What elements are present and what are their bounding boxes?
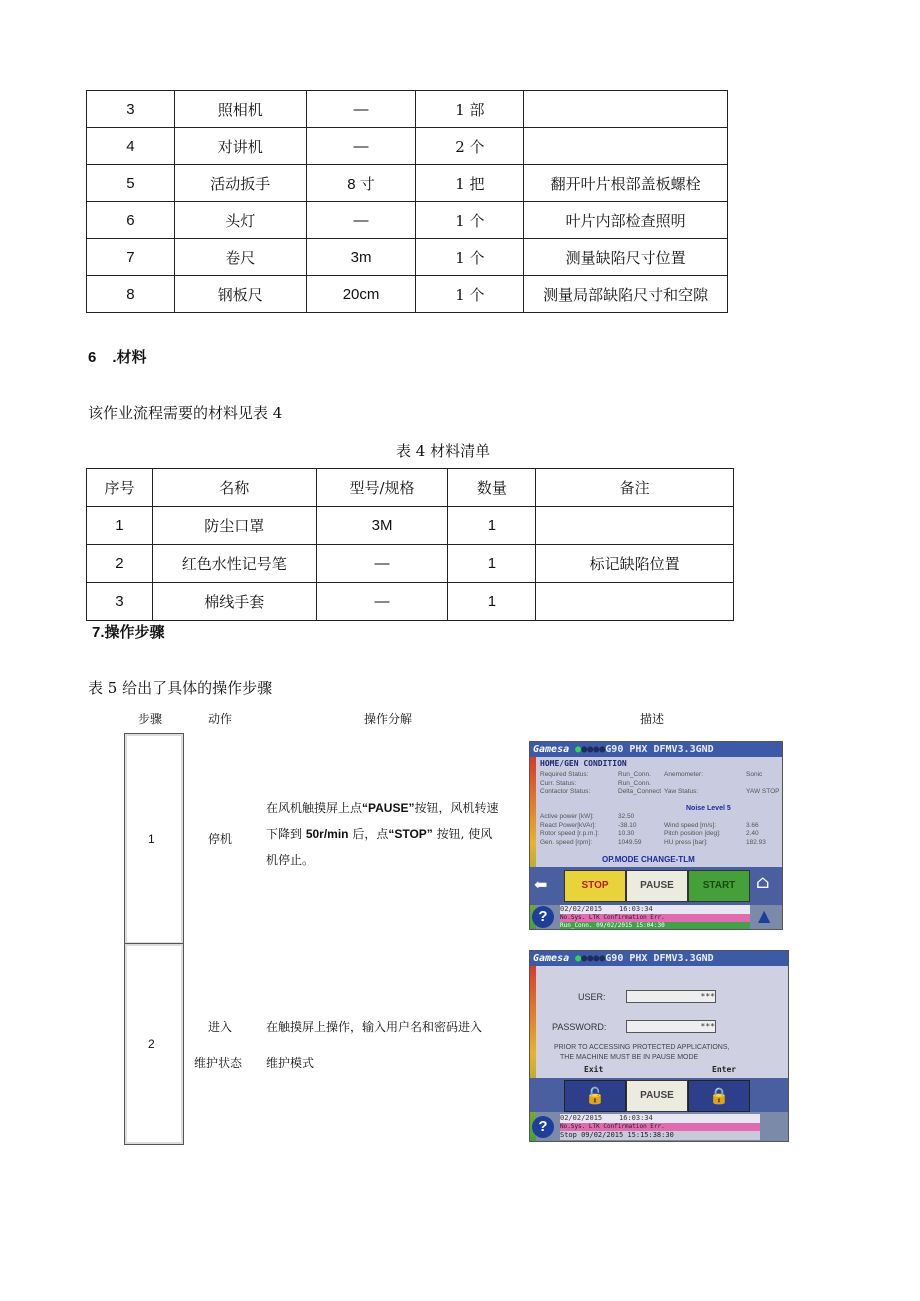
step-2-description-line2: 维护模式	[266, 1056, 315, 1070]
date: 02/02/2015	[560, 905, 603, 913]
table-row	[87, 545, 734, 583]
materials-table	[86, 468, 734, 621]
screen-field-value2: 3.66	[746, 821, 759, 829]
warning-line-1: PRIOR TO ACCESSING PROTECTED APPLICATIONS,	[554, 1044, 730, 1051]
enter-label: Enter	[712, 1065, 737, 1074]
section-number: 6	[88, 349, 97, 366]
pause-button[interactable]: PAUSE	[626, 870, 688, 902]
table4-caption: 表 4 材料清单	[396, 442, 491, 460]
screen-field-value2: 2.40	[746, 830, 759, 837]
warning-line-2: THE MACHINE MUST BE IN PAUSE MODE	[560, 1054, 699, 1061]
table-cell-note	[524, 128, 728, 165]
table-cell-spec: 3m	[306, 239, 416, 276]
section-7-heading: 7.操作步骤	[92, 624, 165, 641]
screen-field-value: -38.10	[618, 821, 637, 829]
table-cell-spec: 8 寸	[306, 165, 416, 202]
table-row	[87, 128, 728, 165]
date-row	[560, 905, 750, 914]
step-1-description	[266, 795, 502, 873]
table-cell-spec: —	[306, 128, 416, 165]
screen-data-row	[540, 839, 780, 848]
table-cell-no: 8	[87, 276, 175, 313]
table-cell-spec: —	[306, 91, 416, 128]
op-mode-change[interactable]: OP.MODE CHANGE-TLM	[602, 855, 695, 864]
login-body	[536, 966, 788, 1078]
table-cell-qty: 1 个	[416, 239, 524, 276]
date: 02/02/2015	[560, 1114, 603, 1122]
table-cell-spec: —	[316, 545, 448, 583]
password-input[interactable]: ***	[626, 1020, 716, 1033]
table-cell-note: 叶片内部检查照明	[524, 202, 728, 239]
step-2-description-line1: 在触摸屏上操作，输入用户名和密码进入	[266, 1020, 483, 1034]
pause-button[interactable]: PAUSE	[626, 1080, 688, 1112]
column-header: 序号	[87, 469, 153, 507]
screen-field-label: Active power [kW]:	[540, 813, 594, 820]
step-1-action: 停机	[208, 832, 233, 846]
brand-logo: Gamesa	[533, 744, 570, 755]
screen-field-value2: YAW STOP	[746, 788, 780, 795]
table-cell-spec: 20cm	[306, 276, 416, 313]
table-cell-name: 防尘口罩	[152, 507, 316, 545]
help-icon[interactable]: ?	[532, 1116, 554, 1138]
table-cell-name: 卷尺	[174, 239, 306, 276]
step-1-number: 1	[148, 832, 155, 846]
screen-header: HOME/GEN CONDITION	[540, 759, 627, 768]
table-cell-note: 测量缺陷尺寸位置	[524, 239, 728, 276]
screen-field-label2: Anemometer:	[664, 771, 704, 778]
screen-title-bar: Gamesa ●●●●●G90 PHX DFMV3.3GND	[530, 742, 782, 757]
table-cell-note	[536, 583, 734, 621]
screen-field-label: React Power[kVAr]:	[540, 821, 597, 829]
screen-photo-1	[529, 741, 783, 930]
screen-field-value: 10.30	[618, 830, 635, 837]
help-icon[interactable]: ?	[532, 906, 554, 928]
user-input[interactable]: ***	[626, 990, 716, 1003]
password-label: PASSWORD:	[552, 1022, 607, 1032]
table-cell-no: 5	[87, 165, 175, 202]
table-cell-no: 4	[87, 128, 175, 165]
screen-data-row	[540, 788, 780, 797]
table-cell-note	[536, 507, 734, 545]
table-row	[87, 239, 728, 276]
stop-button[interactable]: STOP	[564, 870, 626, 902]
steps-header-breakdown: 操作分解	[364, 712, 413, 726]
table-cell-qty: 1	[448, 507, 536, 545]
section-title: .材料	[112, 349, 147, 366]
status-bar: Stop 09/02/2015 15:15:38:30	[560, 1131, 760, 1140]
date-row	[560, 1114, 760, 1123]
noise-level: Noise Level 5	[686, 805, 731, 812]
column-header: 数量	[448, 469, 536, 507]
screen-title: G90 PHX DFMV3.3GND	[605, 953, 714, 964]
table-cell-note: 测量局部缺陷尺寸和空隙	[524, 276, 728, 313]
column-header: 型号/规格	[316, 469, 448, 507]
table-cell-name: 钢板尺	[174, 276, 306, 313]
section-6-heading	[88, 346, 147, 367]
screen-title: G90 PHX DFMV3.3GND	[605, 744, 714, 755]
screen-data-row	[540, 771, 780, 780]
table-cell-qty: 1	[448, 583, 536, 621]
table-cell-no: 7	[87, 239, 175, 276]
brand-logo: Gamesa	[533, 953, 570, 964]
screen-field-value: 32.50	[618, 813, 635, 820]
screen-title-bar: Gamesa ●●●●●G90 PHX DFMV3.3GND	[530, 951, 788, 966]
table-cell-name: 棉线手套	[152, 583, 316, 621]
table-cell-name: 头灯	[174, 202, 306, 239]
home-icon[interactable]: ⌂	[756, 872, 770, 893]
step-2-action-line2: 维护状态	[194, 1056, 243, 1070]
desc-text: 在风机触摸屏上点	[266, 801, 363, 815]
table-cell-note: 翻开叶片根部盖板螺栓	[524, 165, 728, 202]
table-cell-no: 2	[87, 545, 153, 583]
table-row	[87, 202, 728, 239]
steps-header-action: 动作	[208, 712, 233, 726]
table-cell-qty: 2 个	[416, 128, 524, 165]
exit-label: Exit	[584, 1065, 604, 1074]
screen-field-label: Contactor Status:	[540, 788, 591, 795]
table-cell-spec: —	[306, 202, 416, 239]
table-cell-name: 红色水性记号笔	[152, 545, 316, 583]
table-cell-spec: —	[316, 583, 448, 621]
exit-lock-icon[interactable]: 🔓	[564, 1080, 626, 1112]
screen-body	[536, 757, 782, 867]
step-2-action-line1: 进入	[208, 1020, 233, 1034]
table-cell-name: 对讲机	[174, 128, 306, 165]
desc-speed: 50r/min	[305, 827, 349, 841]
table-cell-note: 标记缺陷位置	[536, 545, 734, 583]
up-arrow-icon[interactable]: ▲	[758, 906, 771, 925]
screen-field-label2: HU press [bar]:	[664, 838, 708, 846]
alarm-row: No.Sys. LTK Confirmation Err.	[560, 1123, 760, 1131]
desc-pause: “PAUSE”	[362, 801, 415, 815]
step-2-number: 2	[148, 1037, 155, 1051]
table-cell-qty: 1 部	[416, 91, 524, 128]
table-row	[87, 91, 728, 128]
screen-field-label: Required Status:	[540, 771, 589, 778]
table-cell-name: 活动扳手	[174, 165, 306, 202]
tools-table	[86, 90, 728, 313]
user-label: USER:	[578, 992, 606, 1002]
start-button[interactable]: START	[688, 870, 750, 902]
table-cell-no: 3	[87, 91, 175, 128]
screen-field-value: Run_Conn.	[618, 779, 651, 787]
table-cell-note	[524, 91, 728, 128]
steps-intro: 表 5 给出了具体的操作步骤	[88, 679, 273, 697]
table-cell-qty: 1	[448, 545, 536, 583]
alarm-row: No.Sys. LTK Confirmation Err.	[560, 914, 750, 922]
screen-data-row	[540, 822, 780, 831]
screen-field-value: Delta_Connect	[618, 788, 661, 795]
desc-text: 后，点	[348, 827, 389, 841]
screen-data-row	[540, 780, 780, 789]
table-cell-no: 3	[87, 583, 153, 621]
table-cell-qty: 1 个	[416, 276, 524, 313]
screen-field-label: Gen. speed [rpm]:	[540, 838, 593, 846]
table-row	[87, 507, 734, 545]
column-header: 名称	[152, 469, 316, 507]
screen-field-value2: Sonic	[746, 771, 763, 778]
table-row	[87, 276, 728, 313]
table-row	[87, 583, 734, 621]
screen-field-label: Rotor speed [r.p.m.]:	[540, 830, 599, 837]
steps-header-description: 描述	[640, 712, 665, 726]
table-cell-qty: 1 把	[416, 165, 524, 202]
screen-field-value2: 182.93	[746, 838, 766, 846]
enter-lock-icon[interactable]: 🔒	[688, 1080, 750, 1112]
table-header-row	[87, 469, 734, 507]
screen-data-row	[540, 830, 780, 839]
screen-field-label2: Yaw Status:	[664, 788, 699, 795]
desc-stop: “STOP”	[388, 827, 433, 841]
time: 16:03:34	[619, 1114, 653, 1122]
time: 16:03:34	[619, 905, 653, 913]
screen-field-label2: Pitch position [deg]:	[664, 830, 721, 837]
screen-data-row	[540, 813, 780, 822]
table-cell-no: 6	[87, 202, 175, 239]
screen-field-label: Curr. Status:	[540, 779, 577, 787]
table-cell-no: 1	[87, 507, 153, 545]
table-cell-spec: 3M	[316, 507, 448, 545]
status-bar: Run_Conn. 09/02/2015 15:04:30	[560, 922, 750, 929]
steps-header-step: 步骤	[138, 712, 163, 726]
table-cell-qty: 1 个	[416, 202, 524, 239]
table-cell-name: 照相机	[174, 91, 306, 128]
screen-photo-2	[529, 950, 789, 1142]
screen-field-value: 1049.59	[618, 838, 642, 846]
screen-field-label2: Wind speed [m/s]:	[664, 821, 717, 829]
column-header: 备注	[536, 469, 734, 507]
back-arrow-icon[interactable]: ⬅	[534, 875, 548, 894]
table-row	[87, 165, 728, 202]
screen-field-value: Run_Conn.	[618, 771, 651, 778]
materials-intro: 该作业流程需要的材料见表 4	[88, 404, 283, 422]
desc-text: 按钮, 使风机停止。	[266, 827, 493, 867]
desc-text: 按钮，风机转速下降到	[266, 801, 499, 841]
